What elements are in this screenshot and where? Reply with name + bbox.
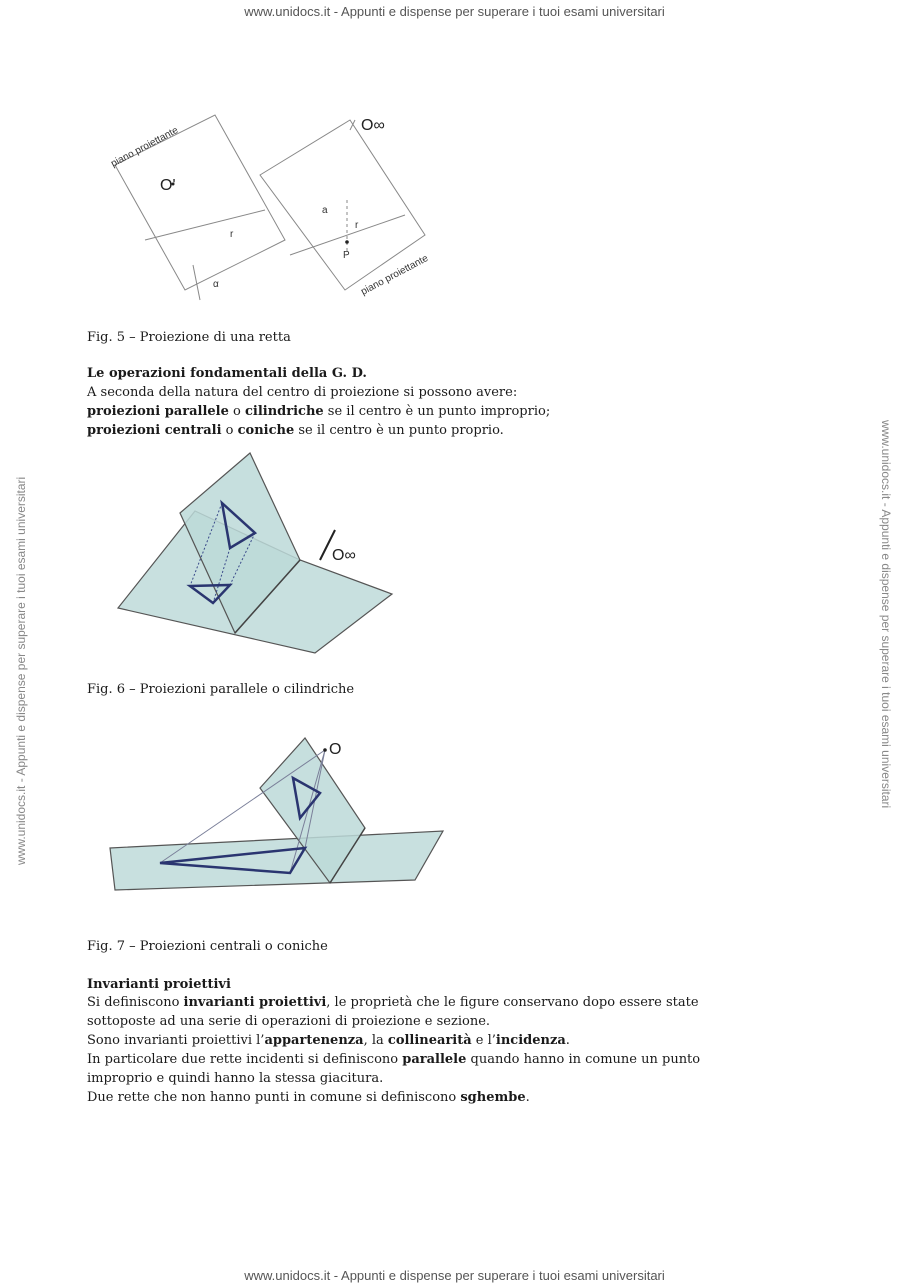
label-a: a bbox=[322, 205, 328, 216]
figure-6-diagram bbox=[110, 448, 410, 658]
watermark-top: www.unidocs.it - Appunti e dispense per superare i tuoi esami universitari bbox=[244, 4, 665, 19]
text: o bbox=[221, 423, 238, 438]
text: e l’ bbox=[471, 1033, 496, 1048]
text-line bbox=[87, 1031, 700, 1050]
text-line bbox=[87, 421, 550, 440]
watermark-left: www.unidocs.it - Appunti e dispense per superare i tuoi esami universitari bbox=[14, 476, 28, 865]
figure-6-caption: Fig. 6 – Proiezioni parallele o cilindriche bbox=[87, 682, 355, 697]
text: quando hanno in comune un punto bbox=[466, 1052, 701, 1067]
left-plane bbox=[115, 115, 285, 290]
center-o bbox=[323, 748, 327, 752]
text-line bbox=[87, 1050, 700, 1069]
term-parallel: parallele bbox=[402, 1052, 467, 1067]
label-o: O bbox=[329, 741, 342, 758]
label-point-o: O' bbox=[160, 177, 176, 194]
term-central: proiezioni centrali bbox=[87, 423, 222, 438]
watermark-bottom: www.unidocs.it - Appunti e dispense per superare i tuoi esami universitari bbox=[244, 1268, 665, 1283]
text: Si definiscono bbox=[87, 995, 184, 1010]
left-line-r bbox=[145, 210, 265, 240]
term-parallel: proiezioni parallele bbox=[87, 404, 229, 419]
term-incidence: incidenza bbox=[495, 1033, 566, 1048]
term-collinearity: collinearità bbox=[387, 1033, 472, 1048]
term-cylindrical: cilindriche bbox=[244, 404, 324, 419]
figure-5-diagram bbox=[105, 105, 445, 305]
text: In particolare due rette incidenti si definiscono bbox=[87, 1052, 403, 1067]
label-plane-left: piano proiettante bbox=[109, 124, 181, 170]
text: o bbox=[228, 404, 245, 419]
figure-5-caption: Fig. 5 – Proiezione di una retta bbox=[87, 330, 291, 345]
section-1-heading: Le operazioni fondamentali della G. D. bbox=[87, 366, 367, 381]
section-2-heading: Invarianti proiettivi bbox=[87, 977, 231, 992]
label-o-inf: O∞ bbox=[361, 117, 385, 134]
text: se il centro è un punto improprio; bbox=[323, 404, 551, 419]
text-line bbox=[87, 993, 700, 1012]
text: se il centro è un punto proprio. bbox=[294, 423, 504, 438]
text: . bbox=[525, 1090, 530, 1105]
figure-7-caption: Fig. 7 – Proiezioni centrali o coniche bbox=[87, 939, 328, 954]
figure-7-diagram bbox=[95, 733, 450, 903]
text: , la bbox=[363, 1033, 388, 1048]
label-alpha: α bbox=[213, 279, 219, 290]
label-r-right: r bbox=[355, 220, 359, 231]
label-plane-right: piano proiettante bbox=[359, 252, 431, 298]
term-conic: coniche bbox=[237, 423, 295, 438]
right-plane bbox=[260, 120, 425, 290]
label-o-inf: O∞ bbox=[332, 547, 356, 564]
text-line: A seconda della natura del centro di proiezione si possono avere: bbox=[87, 385, 518, 400]
text-line: sottoposte ad una serie di operazioni di proiezione e sezione. bbox=[87, 1014, 491, 1029]
text: Sono invarianti proiettivi l’ bbox=[87, 1033, 265, 1048]
term-membership: appartenenza bbox=[264, 1033, 364, 1048]
text: . bbox=[565, 1033, 570, 1048]
point-p bbox=[345, 240, 349, 244]
text-line bbox=[87, 402, 550, 421]
text-line: improprio e quindi hanno la stessa giacitura. bbox=[87, 1071, 384, 1086]
label-r-left: r bbox=[230, 229, 234, 240]
section-1-body bbox=[87, 383, 550, 440]
text: , le proprietà che le figure conservano dopo essere state bbox=[326, 995, 699, 1010]
watermark-right: www.unidocs.it - Appunti e dispense per superare i tuoi esami universitari bbox=[879, 420, 893, 809]
label-p: P bbox=[343, 250, 350, 261]
horizontal-plane bbox=[110, 831, 443, 890]
term-invariants: invarianti proiettivi bbox=[183, 995, 327, 1010]
text-line bbox=[87, 1088, 700, 1107]
term-skew: sghembe bbox=[460, 1090, 526, 1105]
text: Due rette che non hanno punti in comune si definiscono bbox=[87, 1090, 461, 1105]
section-2-body bbox=[87, 993, 700, 1107]
